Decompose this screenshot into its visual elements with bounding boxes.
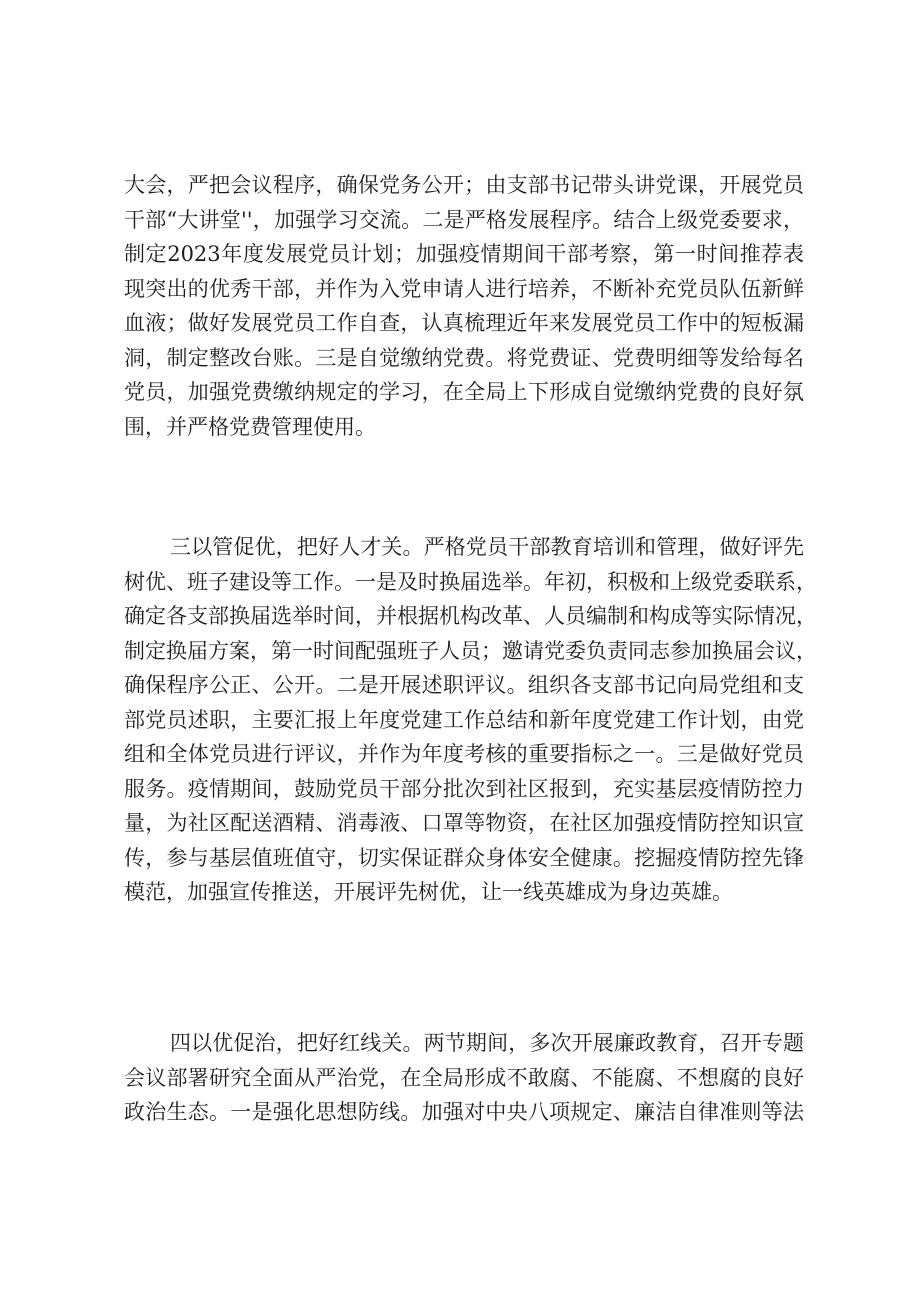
text-line: 模范，加强宣传推送，开展评先树优，让一线英雄成为身边英雄。 bbox=[124, 880, 733, 904]
text-line: 确保程序公正、公开。二是开展述职评议。组织各支部书记向局党组和支 bbox=[124, 673, 804, 697]
text-line: 四以优促治，把好红线关。两节期间，多次开展廉政教育，召开专题 bbox=[170, 1031, 804, 1055]
paragraph-talent-management bbox=[124, 530, 817, 910]
text-line: 制定2023年度发展党员计划；加强疫情期间干部考察，第一时间推荐表 bbox=[124, 242, 804, 266]
text-line: 洞，制定整改台账。三是自觉缴纳党费。将党费证、党费明细等发给每名 bbox=[124, 345, 804, 370]
text-line: 部党员述职，主要汇报上年度党建工作总结和新年度党建工作计划，由党 bbox=[124, 707, 804, 732]
text-line: 大会，严把会议程序，确保党务公开；由支部书记带头讲党课，开展党员 bbox=[124, 173, 804, 197]
paragraph-party-procedures bbox=[124, 168, 804, 444]
paragraph-redline-discipline bbox=[124, 1026, 804, 1130]
text-line: 传，参与基层值班值守，切实保证群众身体安全健康。挖掘疫情防控先锋 bbox=[124, 845, 804, 870]
text-line: 党员，加强党费缴纳规定的学习，在全局上下形成自觉缴纳党费的良好氛 bbox=[124, 380, 804, 404]
text-line: 现突出的优秀干部，并作为入党申请人进行培养，不断补充党员队伍新鲜 bbox=[124, 276, 804, 301]
text-line: 血液；做好发展党员工作自查，认真梳理近年来发展党员工作中的短板漏 bbox=[124, 311, 804, 335]
text-line: 树优、班子建设等工作。一是及时换届选举。年初，积极和上级党委联系， bbox=[124, 569, 817, 594]
text-line: 组和全体党员进行评议，并作为年度考核的重要指标之一。三是做好党员 bbox=[124, 742, 804, 766]
text-line: 围，并严格党费管理使用。 bbox=[124, 414, 376, 439]
text-line: 干部“大讲堂''，加强学习交流。二是严格发展程序。结合上级党委要求， bbox=[124, 207, 804, 232]
text-line: 政治生态。一是强化思想防线。加强对中央八项规定、廉洁自律准则等法 bbox=[124, 1100, 804, 1124]
text-line: 制定换届方案，第一时间配强班子人员；邀请党委负责同志参加换届会议， bbox=[124, 638, 817, 663]
text-line: 确定各支部换届选举时间，并根据机构改革、人员编制和构成等实际情况， bbox=[124, 604, 817, 628]
text-line: 会议部署研究全面从严治党，在全局形成不敢腐、不能腐、不想腐的良好 bbox=[124, 1065, 804, 1090]
text-line: 三以管促优，把好人才关。严格党员干部教育培训和管理，做好评先 bbox=[170, 535, 804, 559]
text-line: 服务。疫情期间，鼓励党员干部分批次到社区报到，充实基层疫情防控力 bbox=[124, 776, 804, 801]
text-line: 量，为社区配送酒精、消毒液、口罩等物资，在社区加强疫情防控知识宣 bbox=[124, 811, 804, 835]
